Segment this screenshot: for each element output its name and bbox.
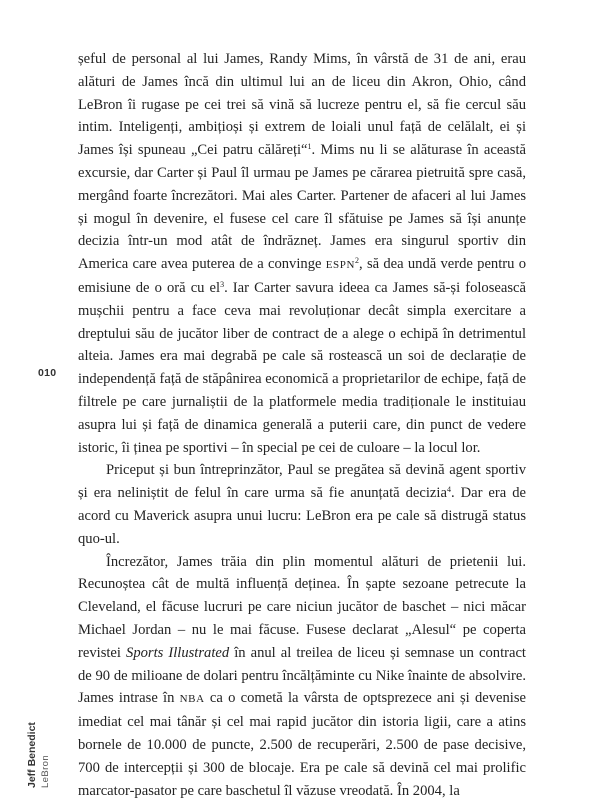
text-run: , să dea undă verde pentru o emisiune de o oră cu el bbox=[78, 256, 526, 296]
book-title: LeBron bbox=[40, 754, 51, 788]
paragraph bbox=[78, 48, 526, 459]
text-run: ca o cometă la vârsta de optsprezece ani și devenise imediat cel mai tânăr și cel mai rapid jucător din istoria ligii, care a atins bornele de 10.000 de puncte, 2.500 de recuperări, 2.500 de pase decisive, 700 de intercepții și 300 de blocaje. Era pe cale să devină cel mai prolific marcator-pasator pe care baschetul îl văzuse vreodată. În 2004, la bbox=[78, 690, 526, 799]
paragraph bbox=[78, 459, 526, 550]
text-run: în anul al treilea de liceu și semnase un contract de 90 de milioane de dolari pentru încălțăminte cu Nike înainte de absolvire. James intrase în bbox=[78, 644, 526, 707]
text-run: . Iar Carter savura ideea ca James să-și folosească mușchii pentru a face ceva mai revoluționar decât simpla exercitare a dreptului său de jucător liber de contract de a alege o echipă în detrimentul alteia. James era mai degrabă pe cale să rostească un soi de declarație de independență față de stăpânirea economică a proprietarilor de echipe, față de filtrele pe care jurnaliștii de la platformele media tradiționale le instituiau asupra lui și față de dinamica generală a puterii care, din punct de vedere istoric, îi ținea pe sportivi – în special pe cei de culoare – la locul lor. bbox=[78, 279, 526, 456]
running-head bbox=[26, 668, 60, 788]
text-run: Priceput și bun întreprinzător, Paul se pregătea să devină agent sportiv și era neliniștit de felul în care urma să fie anunțată decizia bbox=[78, 462, 526, 502]
footnote-marker: 3 bbox=[220, 279, 225, 289]
text-run: Încrezător, James trăia din plin momentul alături de prietenii lui. Recunoștea cât de multă influență deținea. În șapte sezoane petrecute la Cleveland, el făcuse lucruri pe care niciun jucător de baschet – nici măcar Michael Jordan – nu le mai făcuse. Fusese declarat „Alesul“ pe coperta revistei bbox=[78, 553, 526, 661]
page-number: 010 bbox=[38, 367, 57, 379]
text-run: . Dar era de acord cu Maverick asupra unui lucru: LeBron era pe cale să distrugă status quo-ul. bbox=[78, 485, 527, 547]
text-run: șeful de personal al lui James, Randy Mims, în vârstă de 31 de ani, erau alături de James încă din ultimul lui an de liceu din Akron, Ohio, când LeBron îi rugase pe cei trei să vină să lucreze pentru el, să fie cercul său intim. Inteligenți, ambițioși și extrem de loiali unul față de celălalt, ei și James își spuneau „Cei patru călăreți“ bbox=[78, 51, 526, 159]
footnote-marker: 1 bbox=[307, 142, 312, 152]
paragraph bbox=[78, 551, 526, 802]
footnote-marker: 4 bbox=[446, 485, 451, 495]
text-run: . Mims nu li se alăturase în această excursie, dar Carter și Paul îl urmau pe James pe cărarea pietruită spre casă, mergând foarte încrezători. Mai ales Carter. Partener de afaceri al lui James și mogul în devenire, el fusese cel care îl sfătuise pe James să își anunțe decizia într-un mod atât de îndrăzneț. James era singurul sportiv din America care avea puterea de a convinge bbox=[78, 142, 526, 273]
italic-title: Sports Illustrated bbox=[126, 644, 230, 661]
small-caps-acronym: NBA bbox=[179, 693, 205, 706]
small-caps-acronym: ESPN bbox=[325, 259, 356, 272]
footnote-marker: 2 bbox=[355, 256, 360, 266]
author-name: Jeff Benedict bbox=[26, 722, 38, 788]
body-text bbox=[78, 48, 526, 802]
